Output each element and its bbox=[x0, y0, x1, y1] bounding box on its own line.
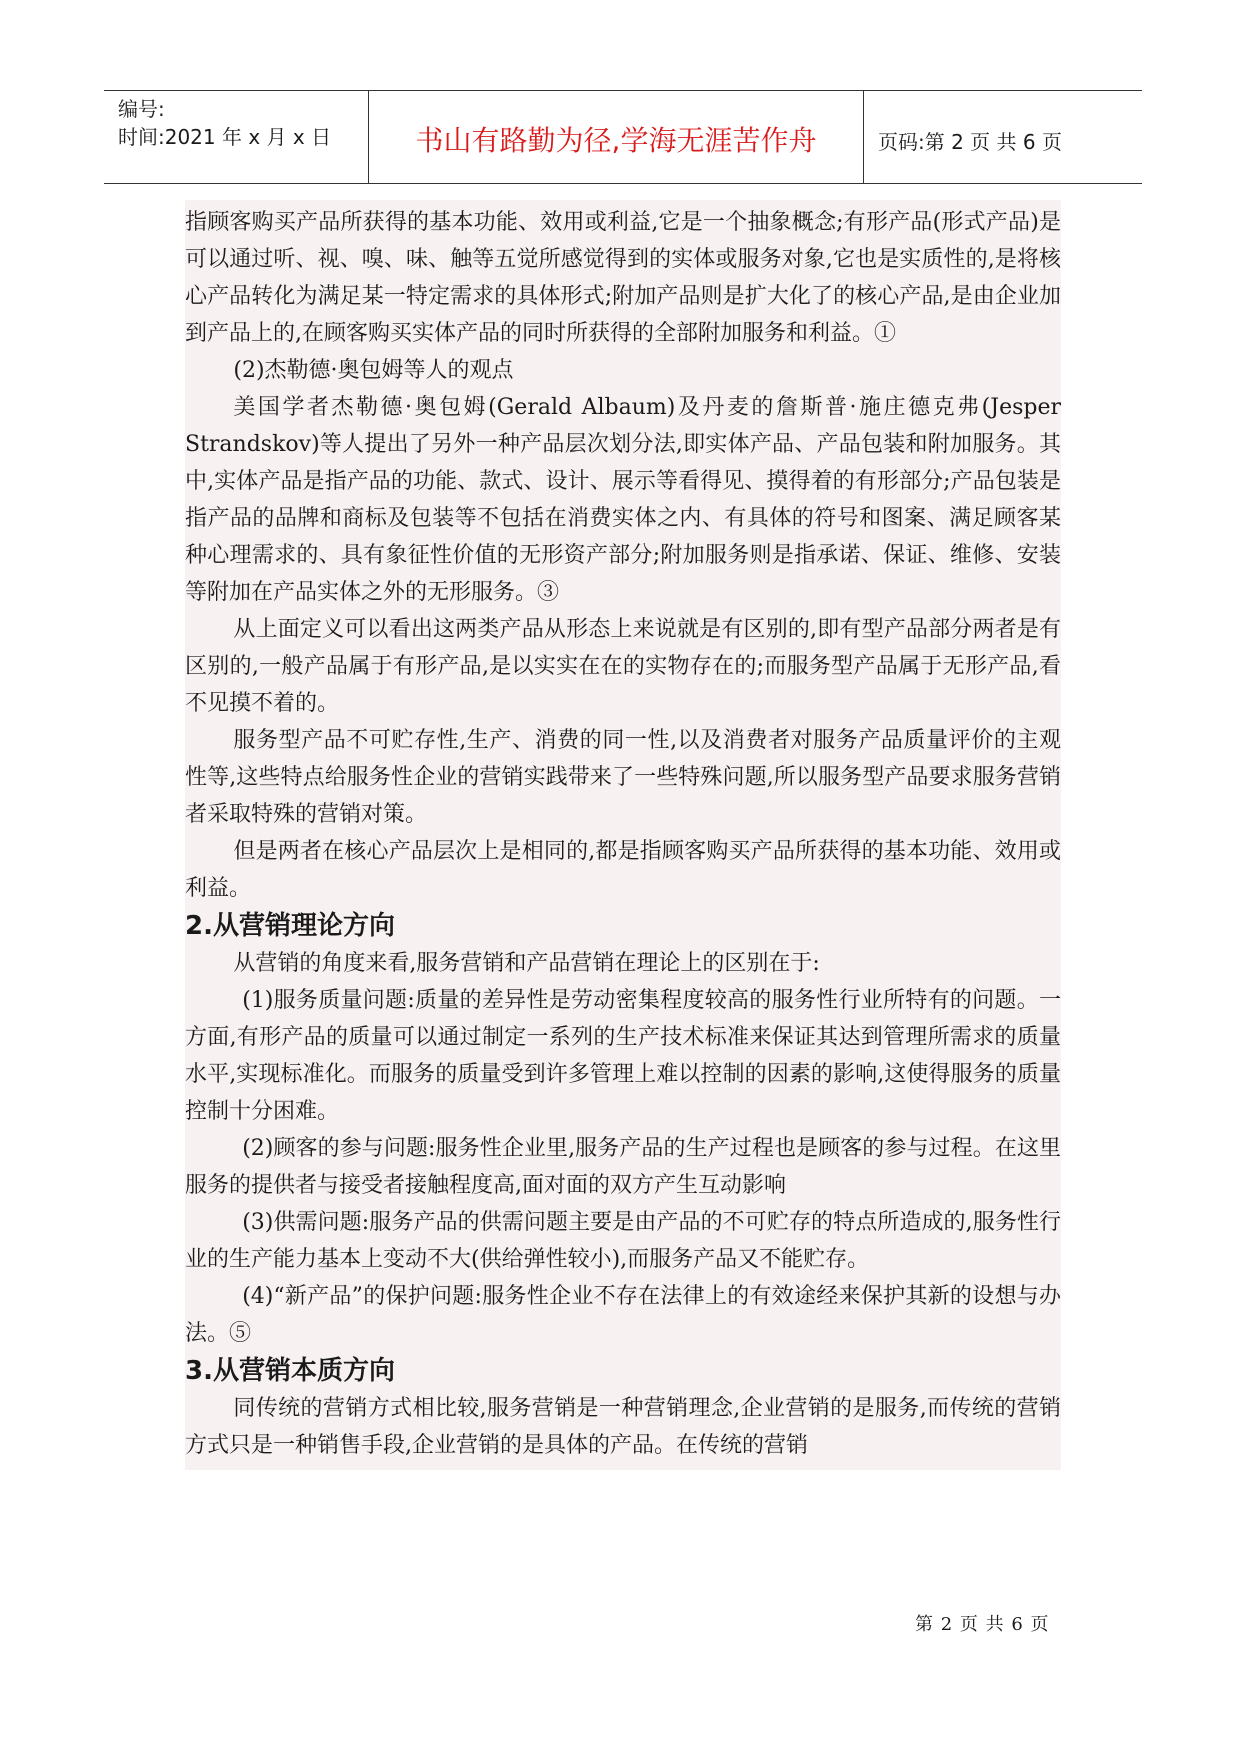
header-motto: 书山有路勤为径,学海无涯苦作舟 bbox=[415, 124, 817, 157]
body-paragraph: 指顾客购买产品所获得的基本功能、效用或利益,它是一个抽象概念;有形产品(形式产品)是可以通过听、视、嗅、味、触等五觉所感觉得到的实体或服务对象,它也是实质性的,是将核心产品转化为满足某一特定需求的具体形式;附加产品则是扩大化了的核心产品,是由企业加到产品上的,在顾客购买实体产品的同时所获得的全部附加服务和利益。① bbox=[185, 210, 1061, 346]
body-paragraph: 从营销的角度来看,服务营销和产品营销在理论上的区别在于: bbox=[233, 951, 820, 976]
header-meta-cell bbox=[104, 91, 369, 183]
body-paragraph: 但是两者在核心产品层次上是相同的,都是指顾客购买产品所获得的基本功能、效用或利益。 bbox=[185, 839, 1061, 901]
header-page-cell bbox=[864, 91, 1142, 183]
document-number-label: 编号: bbox=[118, 97, 165, 121]
body-paragraph: 同传统的营销方式相比较,服务营销是一种营销理念,企业营销的是服务,而传统的营销方式只是一种销售手段,企业营销的是具体的产品。在传统的营销 bbox=[185, 1396, 1061, 1458]
list-item: (1)服务质量问题:质量的差异性是劳动密集程度较高的服务性行业所特有的问题。一方面,有形产品的质量可以通过制定一系列的生产技术标准来保证其达到管理所需求的质量水平,实现标准化。而服务的质量受到许多管理上难以控制的因素的影响,这使得服务的质量控制十分困难。 bbox=[185, 988, 1061, 1124]
header-motto-cell bbox=[369, 91, 864, 183]
document-body bbox=[185, 200, 1061, 1470]
list-item: (2)顾客的参与问题:服务性企业里,服务产品的生产过程也是顾客的参与过程。在这里服务的提供者与接受者接触程度高,面对面的双方产生互动影响 bbox=[185, 1136, 1061, 1198]
body-paragraph: 从上面定义可以看出这两类产品从形态上来说就是有区别的,即有型产品部分两者是有区别的,一般产品属于有形产品,是以实实在在的实物存在的;而服务型产品属于无形产品,看不见摸不着的。 bbox=[185, 617, 1061, 716]
page-footer: 第 2 页 共 6 页 bbox=[915, 1614, 1050, 1635]
body-paragraph: 服务型产品不可贮存性,生产、消费的同一性,以及消费者对服务产品质量评价的主观性等,这些特点给服务性企业的营销实践带来了一些特殊问题,所以服务型产品要求服务营销者采取特殊的营销对策。 bbox=[185, 728, 1061, 827]
subsection-title: (2)杰勒德·奥包姆等人的观点 bbox=[233, 358, 514, 383]
page-header bbox=[104, 90, 1142, 184]
list-item: (4)“新产品”的保护问题:服务性企业不存在法律上的有效途经来保护其新的设想与办法。⑤ bbox=[185, 1284, 1061, 1346]
list-item: (3)供需问题:服务产品的供需问题主要是由产品的不可贮存的特点所造成的,服务性行业的生产能力基本上变动不大(供给弹性较小),而服务产品又不能贮存。 bbox=[185, 1210, 1061, 1272]
body-paragraph: 美国学者杰勒德·奥包姆(Gerald Albaum)及丹麦的詹斯普·施庄德克弗(Jesper Strandskov)等人提出了另外一种产品层次划分法,即实体产品、产品包装和附加服务。其中,实体产品是指产品的功能、款式、设计、展示等看得见、摸得着的有形部分;产品包装是指产品的品牌和商标及包装等不包括在消费实体之内、有具体的符号和图案、满足顾客某种心理需求的、具有象征性价值的无形资产部分;附加服务则是指承诺、保证、维修、安装等附加在产品实体之外的无形服务。③ bbox=[185, 395, 1061, 605]
header-page-number: 页码:第 2 页 共 6 页 bbox=[878, 130, 1062, 154]
section-heading-3: 3.从营销本质方向 bbox=[185, 1356, 395, 1386]
section-heading-2: 2.从营销理论方向 bbox=[185, 911, 395, 941]
document-time-label: 时间:2021 年 x 月 x 日 bbox=[118, 125, 332, 149]
